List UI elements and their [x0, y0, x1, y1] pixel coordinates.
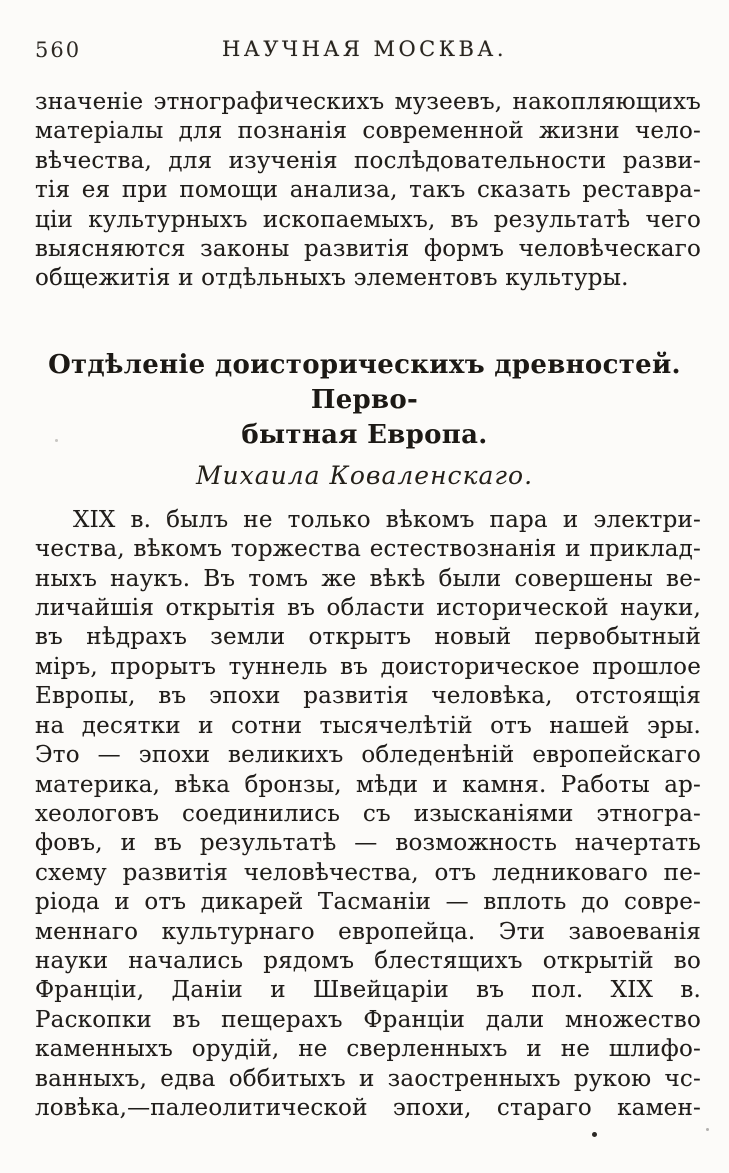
text-line: вѣчества, для изученія послѣдовательности разви-	[35, 147, 701, 174]
ink-speck	[592, 1132, 597, 1137]
text-line: материка, вѣка бронзы, мѣди и камня. Работы ар-	[35, 771, 701, 798]
page-number: 560	[35, 38, 82, 62]
text-line: ціи культурныхъ ископаемыхъ, въ результатѣ чего	[35, 206, 701, 233]
ink-speck	[706, 1128, 709, 1131]
text-line: Это — эпохи великихъ обледенѣній европейскаго	[35, 742, 701, 769]
text-line: ванныхъ, едва оббитыхъ и заостренныхъ рукою чс-	[35, 1065, 701, 1092]
text-line: міръ, прорытъ туннель въ доисторическое прошлое	[35, 653, 701, 680]
text-line: меннаго культурнаго европейца. Эти завоеванія	[35, 918, 701, 945]
author-byline: Михаила Коваленскаго.	[195, 460, 534, 490]
text-line: матеріалы для познанія современной жизни чело-	[35, 118, 701, 145]
text-line: общежитія и отдѣльныхъ элементовъ культуры.	[35, 265, 629, 292]
heading-line: бытная Европа.	[241, 419, 488, 450]
text-line: Франціи, Даніи и Швейцаріи въ пол. XIX в.	[35, 977, 701, 1004]
text-line: схему развитія человѣчества, отъ ледниковаго пе-	[35, 859, 701, 886]
text-line: въ нѣдрахъ земли открытъ новый первобытный	[35, 624, 701, 651]
text-line: ловѣка,—палеолитической эпохи, стараго камен-	[35, 1094, 701, 1121]
text-line: хеологовъ соединились съ изысканіями этногра-	[35, 800, 701, 827]
text-line: Раскопки въ пещерахъ Франціи дали множество	[35, 1006, 701, 1033]
text-line: XIX в. былъ не только вѣкомъ пара и электри-	[73, 506, 701, 533]
text-line: ныхъ наукъ. Въ томъ же вѣкѣ были совершены ве-	[35, 565, 701, 592]
continued-paragraph	[35, 88, 701, 294]
text-line: выясняются законы развитія формъ человѣческаго	[35, 236, 701, 263]
text-line: на десятки и сотни тысячелѣтій отъ нашей эры.	[35, 712, 701, 739]
running-title: НАУЧНАЯ МОСКВА.	[221, 37, 508, 61]
heading-line: Отдѣленіе доисторическихъ древностей. Перво-	[48, 349, 681, 415]
text-line: науки начались рядомъ блестящихъ открытій во	[35, 947, 701, 974]
ink-speck	[55, 439, 58, 442]
body-paragraph	[35, 506, 701, 1124]
text-line: Европы, въ эпохи развитія человѣка, отстоящія	[35, 683, 701, 710]
section-heading	[30, 348, 699, 453]
text-line: ріода и отъ дикарей Тасманіи — вплоть до совре-	[35, 889, 701, 916]
page-header	[0, 0, 729, 64]
text-line: чества, вѣкомъ торжества естествознанія и приклад-	[35, 536, 701, 563]
text-line: значеніе этнографическихъ музеевъ, накопляющихъ	[35, 89, 701, 115]
text-line: тія ея при помощи анализа, такъ сказать реставра-	[35, 177, 701, 204]
text-line: фовъ, и въ результатѣ — возможность начертать	[35, 830, 701, 857]
text-line: личайшія открытія въ области исторической науки,	[35, 595, 701, 622]
text-line: каменныхъ орудій, не сверленныхъ и не шлифо-	[35, 1036, 701, 1063]
